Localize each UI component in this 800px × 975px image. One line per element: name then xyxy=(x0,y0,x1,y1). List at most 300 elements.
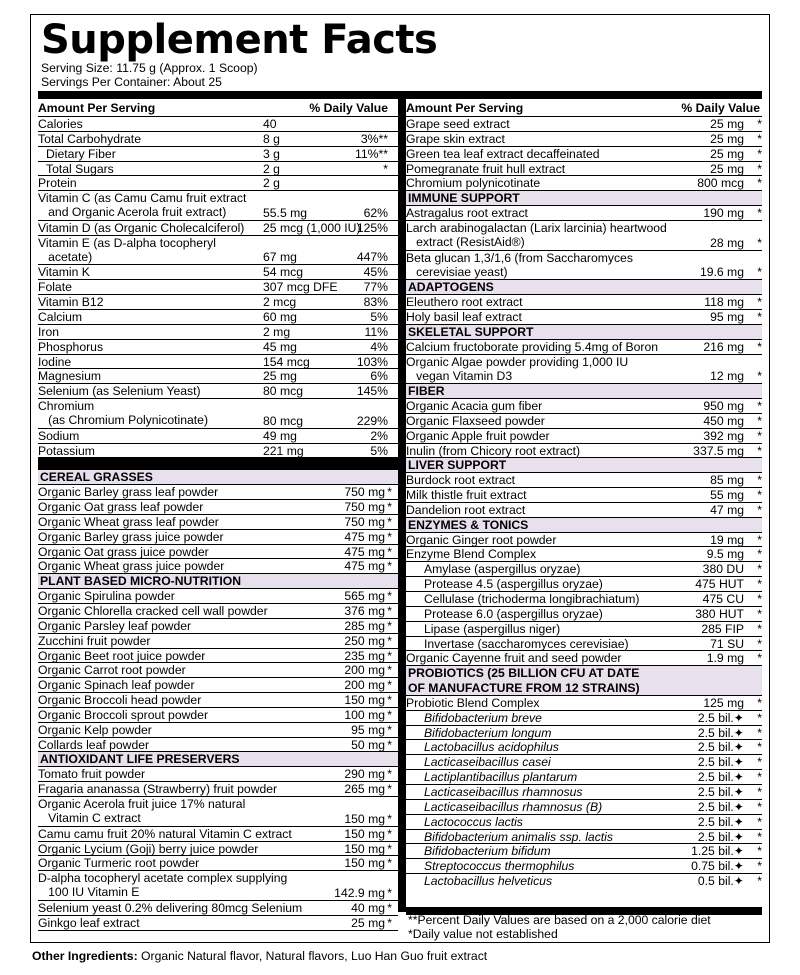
ingredient-amount: 25 mcg (1,000 IU) xyxy=(263,220,361,235)
daily-value: * xyxy=(757,443,762,458)
daily-value: 145% xyxy=(356,384,388,399)
ingredient-amount: 2.5 bil.✦ xyxy=(697,814,744,829)
section-heading: PROBIOTICS (25 BILLION CFU AT DATE OF MANUFACTURE FROM 12 STRAINS) xyxy=(406,666,762,696)
ingredient-name: Organic Broccoli sprout powder xyxy=(38,707,209,722)
daily-value: * xyxy=(757,235,762,250)
daily-value: * xyxy=(757,770,762,785)
daily-value: 103% xyxy=(356,354,388,369)
daily-value: 5% xyxy=(370,443,388,458)
daily-value: * xyxy=(757,399,762,414)
ingredient-amount: 475 CU xyxy=(702,592,744,606)
ingredient-amount: 28 mg xyxy=(710,235,744,250)
left-header-dv: % Daily Value xyxy=(309,100,388,115)
daily-value: * xyxy=(383,161,388,176)
ingredient-amount: 3 g xyxy=(263,146,280,161)
left-column xyxy=(38,99,398,931)
daily-value: * xyxy=(757,577,762,592)
ingredient-name: Organic Flaxseed powder xyxy=(406,413,545,428)
ingredient-amount: 190 mg xyxy=(703,206,744,221)
daily-value: 4% xyxy=(370,339,388,354)
ingredient-row xyxy=(38,221,398,236)
ingredient-row xyxy=(406,340,762,355)
ingredient-name: Organic Cayenne fruit and seed powder xyxy=(406,651,622,666)
other-ingredients xyxy=(32,949,487,963)
ingredient-row xyxy=(38,485,398,500)
ingredient-row xyxy=(38,663,398,678)
ingredient-amount: 565 mg xyxy=(344,589,385,604)
ingredient-row xyxy=(406,562,762,577)
ingredient-name: Burdock root extract xyxy=(406,473,516,488)
right-header-dv: % Daily Value xyxy=(681,100,760,115)
ingredient-row xyxy=(406,399,762,414)
ingredient-name: Lactococcus lactis xyxy=(424,814,523,829)
ingredient-amount: 475 mg xyxy=(344,559,385,574)
ingredient-name: Holy basil leaf extract xyxy=(406,309,522,324)
ingredient-name: Inulin (from Chicory root extract) xyxy=(406,443,581,458)
ingredient-amount: 200 mg xyxy=(344,663,385,678)
ingredient-amount: 118 mg xyxy=(704,295,744,310)
daily-value: * xyxy=(757,265,762,280)
daily-value: * xyxy=(387,722,392,737)
ingredient-amount: 25 mg xyxy=(351,915,385,930)
panel-title: Supplement Facts xyxy=(41,17,438,63)
daily-value: * xyxy=(757,859,762,874)
daily-value: 125% xyxy=(356,220,388,235)
ingredient-name: Vitamin K xyxy=(38,265,90,280)
ingredient-amount: 2 g xyxy=(263,176,280,191)
ingredient-amount: 2.5 bil.✦ xyxy=(697,710,744,725)
ingredient-amount: 150 mg xyxy=(344,856,385,871)
ingredient-amount: 216 mg xyxy=(703,339,744,354)
daily-value: * xyxy=(387,633,392,648)
ingredient-name: Protease 6.0 (aspergillus oryzae) xyxy=(424,606,603,621)
daily-value: * xyxy=(387,604,392,618)
section-heading: ADAPTOGENS xyxy=(406,280,762,295)
ingredient-row xyxy=(406,785,762,800)
ingredient-amount: 221 mg xyxy=(263,443,304,458)
other-ingredients-label: Other Ingredients: xyxy=(32,949,138,963)
ingredient-name: Lactobacillus acidophilus xyxy=(424,740,559,755)
ingredient-row xyxy=(38,355,398,370)
ingredient-name: Folate xyxy=(38,280,72,295)
daily-value: * xyxy=(387,915,392,930)
ingredient-amount: 2 mcg xyxy=(263,295,297,310)
ingredient-name: Organic Beet root juice powder xyxy=(38,648,206,663)
ingredient-name: Protease 4.5 (aspergillus oryzae) xyxy=(424,577,603,592)
daily-value: 77% xyxy=(363,280,388,295)
ingredient-row xyxy=(38,132,398,147)
daily-value: * xyxy=(757,799,762,814)
serving-size: Serving Size: 11.75 g (Approx. 1 Scoop) xyxy=(41,61,258,75)
ingredient-name: Organic Apple fruit powder xyxy=(406,428,550,443)
ingredient-row xyxy=(406,592,762,607)
section-heading: PLANT BASED MICRO-NUTRITION xyxy=(38,574,398,589)
ingredient-amount: 40 mg xyxy=(351,900,385,915)
daily-value: 3%** xyxy=(360,131,388,146)
ingredient-row xyxy=(406,429,762,444)
daily-value: * xyxy=(757,592,762,606)
daily-value: * xyxy=(387,678,392,693)
ingredient-row xyxy=(406,117,762,132)
right-header xyxy=(406,99,762,117)
ingredient-row xyxy=(38,708,398,723)
left-header-amount: Amount Per Serving xyxy=(38,100,156,115)
ingredient-name: Lactobacillus helveticus xyxy=(424,874,553,889)
ingredient-name: Organic Barley grass leaf powder xyxy=(38,485,219,500)
ingredient-row xyxy=(406,637,762,652)
ingredient-amount: 47 mg xyxy=(710,502,744,517)
ingredient-amount: 750 mg xyxy=(344,485,385,500)
ingredient-amount: 25 mg xyxy=(710,117,744,131)
daily-value: * xyxy=(387,841,392,856)
ingredient-name: Milk thistle fruit extract xyxy=(406,488,527,503)
ingredient-row xyxy=(38,649,398,664)
ingredient-name: Organic Oat grass juice powder xyxy=(38,544,209,559)
daily-value: * xyxy=(757,829,762,844)
daily-value: * xyxy=(387,900,392,915)
ingredient-amount: 125 mg xyxy=(703,695,744,710)
ingredient-row xyxy=(38,559,398,574)
ingredient-name: Protein xyxy=(38,176,77,191)
ingredient-name: Chromium (as Chromium Polynicotinate) xyxy=(38,399,209,428)
daily-value: * xyxy=(387,514,392,529)
ingredient-amount: 450 mg xyxy=(703,413,744,428)
ingredient-amount: 290 mg xyxy=(344,767,385,782)
ingredient-amount: 1.25 bil.✦ xyxy=(691,844,744,859)
daily-value: * xyxy=(757,117,762,131)
daily-value: * xyxy=(757,844,762,859)
ingredient-name: Magnesium xyxy=(38,369,101,384)
ingredient-amount: 475 mg xyxy=(344,544,385,559)
ingredient-amount: 12 mg xyxy=(710,369,744,384)
servings-per-container: Servings Per Container: About 25 xyxy=(41,75,222,89)
daily-value: * xyxy=(757,413,762,428)
ingredient-row xyxy=(406,577,762,592)
ingredient-name: Grape seed extract xyxy=(406,117,510,131)
ingredient-amount: 2.5 bil.✦ xyxy=(697,725,744,740)
daily-value: * xyxy=(757,755,762,770)
daily-value: * xyxy=(757,710,762,725)
ingredient-row xyxy=(406,696,762,711)
ingredient-row xyxy=(406,874,762,889)
ingredient-name: Organic Algae powder providing 1,000 IU vegan Vitamin D3 xyxy=(406,354,629,383)
daily-value: * xyxy=(387,767,392,782)
daily-value: * xyxy=(387,707,392,722)
ingredient-row xyxy=(38,429,398,444)
ingredient-row xyxy=(406,859,762,874)
ingredient-row xyxy=(38,545,398,560)
ingredient-name: Calories xyxy=(38,117,83,131)
ingredient-amount: 337.5 mg xyxy=(693,443,744,458)
ingredient-row xyxy=(38,399,398,429)
ingredient-name: Calcium fructoborate providing 5.4mg of Boron xyxy=(406,339,659,354)
ingredient-amount: 285 mg xyxy=(344,618,385,633)
ingredient-row xyxy=(406,651,762,666)
ingredient-row xyxy=(406,547,762,562)
ingredient-name: Amylase (aspergillus oryzae) xyxy=(424,562,581,577)
ingredient-name: Vitamin E (as D-alpha tocopheryl acetate) xyxy=(38,235,216,264)
ingredient-row xyxy=(38,265,398,280)
daily-value: * xyxy=(757,874,762,889)
ingredient-row xyxy=(38,325,398,340)
ingredient-row xyxy=(38,604,398,619)
ingredient-row xyxy=(38,340,398,355)
daily-value: 6% xyxy=(370,369,388,384)
daily-value: * xyxy=(757,206,762,221)
ingredient-amount: 2 g xyxy=(263,161,280,176)
daily-value: * xyxy=(757,502,762,517)
ingredient-amount: 250 mg xyxy=(344,633,385,648)
ingredient-name: Iodine xyxy=(38,354,72,369)
daily-value: * xyxy=(757,814,762,829)
daily-value: * xyxy=(757,131,762,146)
ingredient-row xyxy=(38,797,398,827)
top-thick-bar xyxy=(38,91,762,99)
ingredient-name: Beta glucan 1,3/1,6 (from Saccharomyces cerevisiae yeast) xyxy=(406,250,633,279)
ingredient-amount: 55.5 mg xyxy=(263,205,308,220)
ingredient-row xyxy=(38,444,398,459)
ingredient-row xyxy=(406,726,762,741)
ingredient-row xyxy=(406,503,762,518)
ingredient-row xyxy=(38,871,398,901)
ingredient-name: Selenium (as Selenium Yeast) xyxy=(38,384,201,399)
ingredient-name: Lacticaseibacillus casei xyxy=(424,755,551,770)
ingredient-row xyxy=(406,533,762,548)
daily-value: * xyxy=(757,339,762,354)
ingredient-amount: 380 HUT xyxy=(695,606,744,621)
ingredient-row xyxy=(406,221,762,251)
daily-value: * xyxy=(757,740,762,755)
ingredient-name: Organic Ginger root powder xyxy=(406,532,557,547)
ingredient-row xyxy=(38,767,398,782)
ingredient-amount: 85 mg xyxy=(710,473,744,488)
ingredient-amount: 49 mg xyxy=(263,428,297,443)
section-heading: IMMUNE SUPPORT xyxy=(406,191,762,206)
daily-value: * xyxy=(387,826,392,841)
left-header xyxy=(38,99,398,117)
ingredient-row xyxy=(38,901,398,916)
ingredient-amount: 2.5 bil.✦ xyxy=(697,829,744,844)
ingredient-name: Organic Turmeric root powder xyxy=(38,856,200,871)
daily-value: * xyxy=(757,621,762,636)
daily-value: * xyxy=(387,782,392,797)
ingredient-row xyxy=(38,693,398,708)
ingredient-row xyxy=(38,310,398,325)
daily-value: 11% xyxy=(364,324,388,339)
daily-value: * xyxy=(757,309,762,324)
ingredient-name: Dietary Fiber xyxy=(46,146,116,161)
ingredient-amount: 25 mg xyxy=(263,369,297,384)
daily-value: * xyxy=(757,488,762,503)
ingredient-name: Dandelion root extract xyxy=(406,502,526,517)
ingredient-amount: 150 mg xyxy=(344,841,385,856)
ingredient-amount: 1.9 mg xyxy=(706,651,744,666)
ingredient-row xyxy=(38,295,398,310)
ingredient-row xyxy=(406,607,762,622)
daily-value: * xyxy=(757,695,762,710)
ingredient-amount: 25 mg xyxy=(710,131,744,146)
ingredient-name: Collards leaf powder xyxy=(38,737,150,752)
ingredient-amount: 71 SU xyxy=(710,636,744,651)
ingredient-amount: 25 mg xyxy=(710,161,744,176)
ingredient-name: Organic Acerola fruit juice 17% natural Vitamin C extract xyxy=(38,796,246,825)
ingredient-name: Green tea leaf extract decaffeinated xyxy=(406,146,600,161)
ingredient-row xyxy=(406,414,762,429)
daily-value: * xyxy=(387,856,392,871)
ingredient-amount: 25 mg xyxy=(710,146,744,161)
ingredient-amount: 800 mcg xyxy=(697,176,744,191)
ingredient-amount: 150 mg xyxy=(344,826,385,841)
ingredient-row xyxy=(38,176,398,191)
ingredient-name: Organic Broccoli head powder xyxy=(38,693,202,708)
section-heading: SKELETAL SUPPORT xyxy=(406,325,762,340)
section-heading: ANTIOXIDANT LIFE PRESERVERS xyxy=(38,752,398,767)
ingredient-row xyxy=(406,770,762,785)
daily-value: * xyxy=(757,606,762,621)
ingredient-row xyxy=(406,295,762,310)
ingredient-row xyxy=(406,162,762,177)
right-header-amount: Amount Per Serving xyxy=(406,100,524,115)
ingredient-row xyxy=(406,310,762,325)
ingredient-row xyxy=(38,678,398,693)
ingredient-amount: 80 mcg xyxy=(263,384,303,399)
ingredient-row xyxy=(38,147,398,162)
ingredient-row xyxy=(38,280,398,295)
ingredient-name: Enzyme Blend Complex xyxy=(406,547,537,562)
section-separator-bar xyxy=(38,458,398,470)
ingredient-amount: 95 mg xyxy=(710,309,744,324)
daily-value: * xyxy=(757,369,762,384)
ingredient-name: Potassium xyxy=(38,443,95,458)
daily-value: * xyxy=(387,648,392,663)
daily-value: * xyxy=(757,547,762,562)
daily-value: * xyxy=(757,176,762,191)
ingredient-name: Probiotic Blend Complex xyxy=(406,695,540,710)
ingredient-amount: 2.5 bil.✦ xyxy=(697,784,744,799)
daily-value: * xyxy=(387,811,392,826)
ingredient-amount: 950 mg xyxy=(703,399,744,414)
ingredient-name: Organic Oat grass leaf powder xyxy=(38,500,204,515)
ingredient-name: Organic Wheat grass juice powder xyxy=(38,559,225,574)
ingredient-row xyxy=(406,830,762,845)
ingredient-name: Vitamin B12 xyxy=(38,295,104,310)
ingredient-row xyxy=(38,634,398,649)
ingredient-row xyxy=(38,162,398,177)
daily-value: * xyxy=(757,725,762,740)
ingredient-row xyxy=(38,589,398,604)
ingredient-amount: 154 mcg xyxy=(263,354,310,369)
daily-value: * xyxy=(757,161,762,176)
ingredient-amount: 265 mg xyxy=(344,782,385,797)
ingredient-name: Eleuthero root extract xyxy=(406,295,523,310)
ingredient-row xyxy=(406,147,762,162)
ingredient-name: Lacticaseibacillus rhamnosus xyxy=(424,784,583,799)
daily-value: 447% xyxy=(356,250,388,265)
ingredient-row xyxy=(406,711,762,726)
ingredient-amount: 376 mg xyxy=(344,604,385,618)
ingredient-amount: 235 mg xyxy=(344,648,385,663)
ingredient-row xyxy=(38,842,398,857)
ingredient-amount: 392 mg xyxy=(703,428,744,443)
ingredient-name: Tomato fruit powder xyxy=(38,767,146,782)
ingredient-amount: 60 mg xyxy=(263,309,297,324)
ingredient-amount: 200 mg xyxy=(344,678,385,693)
ingredient-amount: 9.5 mg xyxy=(706,547,744,562)
ingredient-name: Lactiplantibacillus plantarum xyxy=(424,770,578,785)
ingredient-row xyxy=(38,916,398,931)
ingredient-row xyxy=(38,500,398,515)
ingredient-amount: 45 mg xyxy=(263,339,297,354)
ingredient-name: Bifidobacterium longum xyxy=(424,725,552,740)
ingredient-name: Sodium xyxy=(38,428,80,443)
ingredient-amount: 475 mg xyxy=(344,529,385,544)
ingredient-name: Grape skin extract xyxy=(406,131,505,146)
ingredient-name: Organic Carrot root powder xyxy=(38,663,186,678)
ingredient-name: Camu camu fruit 20% natural Vitamin C extract xyxy=(38,826,292,841)
daily-value: * xyxy=(757,636,762,651)
ingredient-row xyxy=(406,740,762,755)
ingredient-row xyxy=(406,800,762,815)
daily-value: * xyxy=(387,885,392,900)
ingredient-row xyxy=(38,369,398,384)
ingredient-name: Calcium xyxy=(38,309,83,324)
other-ingredients-text: Organic Natural flavor, Natural flavors, Luo Han Guo fruit extract xyxy=(141,949,488,963)
ingredient-amount: 2 mg xyxy=(263,324,291,339)
daily-value: * xyxy=(757,146,762,161)
ingredient-name: Organic Spinach leaf powder xyxy=(38,678,195,693)
ingredient-name: Vitamin C (as Camu Camu fruit extract and Organic Acerola fruit extract) xyxy=(38,191,247,220)
ingredient-name: Lipase (aspergillus niger) xyxy=(424,621,561,636)
ingredient-name: Organic Lycium (Goji) berry juice powder xyxy=(38,841,259,856)
daily-value: 11%** xyxy=(355,146,388,161)
ingredient-amount: 55 mg xyxy=(710,488,744,503)
ingredient-amount: 750 mg xyxy=(344,500,385,515)
daily-value: 229% xyxy=(356,413,388,428)
ingredient-name: Total Carbohydrate xyxy=(38,131,141,146)
ingredient-row xyxy=(38,384,398,399)
daily-value: * xyxy=(387,485,392,500)
ingredient-amount: 2.5 bil.✦ xyxy=(697,755,744,770)
ingredient-row xyxy=(406,815,762,830)
daily-value: * xyxy=(757,295,762,310)
ingredient-amount: 307 mcg DFE xyxy=(263,280,338,295)
daily-value: 83% xyxy=(363,295,388,310)
ingredient-amount: 2.5 bil.✦ xyxy=(697,740,744,755)
ingredient-row xyxy=(406,444,762,459)
ingredient-name: Ginkgo leaf extract xyxy=(38,915,140,930)
section-heading: ENZYMES & TONICS xyxy=(406,518,762,533)
ingredient-amount: 380 DU xyxy=(702,562,744,577)
ingredient-name: Lacticaseibacillus rhamnosus (B) xyxy=(424,799,603,814)
ingredient-name: Selenium yeast 0.2% delivering 80mcg Selenium xyxy=(38,900,303,915)
ingredient-row xyxy=(38,515,398,530)
footnote-dv-not-established: *Daily value not established xyxy=(408,927,558,941)
daily-value: * xyxy=(757,473,762,488)
ingredient-row xyxy=(38,117,398,132)
ingredient-name: Fragaria ananassa (Strawberry) fruit powder xyxy=(38,782,278,797)
ingredient-row xyxy=(406,473,762,488)
daily-value: * xyxy=(387,693,392,708)
section-heading: CEREAL GRASSES xyxy=(38,470,398,485)
daily-value: * xyxy=(387,500,392,515)
ingredient-amount: 50 mg xyxy=(351,737,385,752)
section-heading: FIBER xyxy=(406,384,762,399)
ingredient-name: Larch arabinogalactan (Larix larcinia) heartwood extract (ResistAid®) xyxy=(406,220,667,249)
ingredient-amount: 19.6 mg xyxy=(699,265,744,280)
column-divider xyxy=(398,99,406,912)
ingredient-row xyxy=(38,619,398,634)
ingredient-row xyxy=(38,723,398,738)
